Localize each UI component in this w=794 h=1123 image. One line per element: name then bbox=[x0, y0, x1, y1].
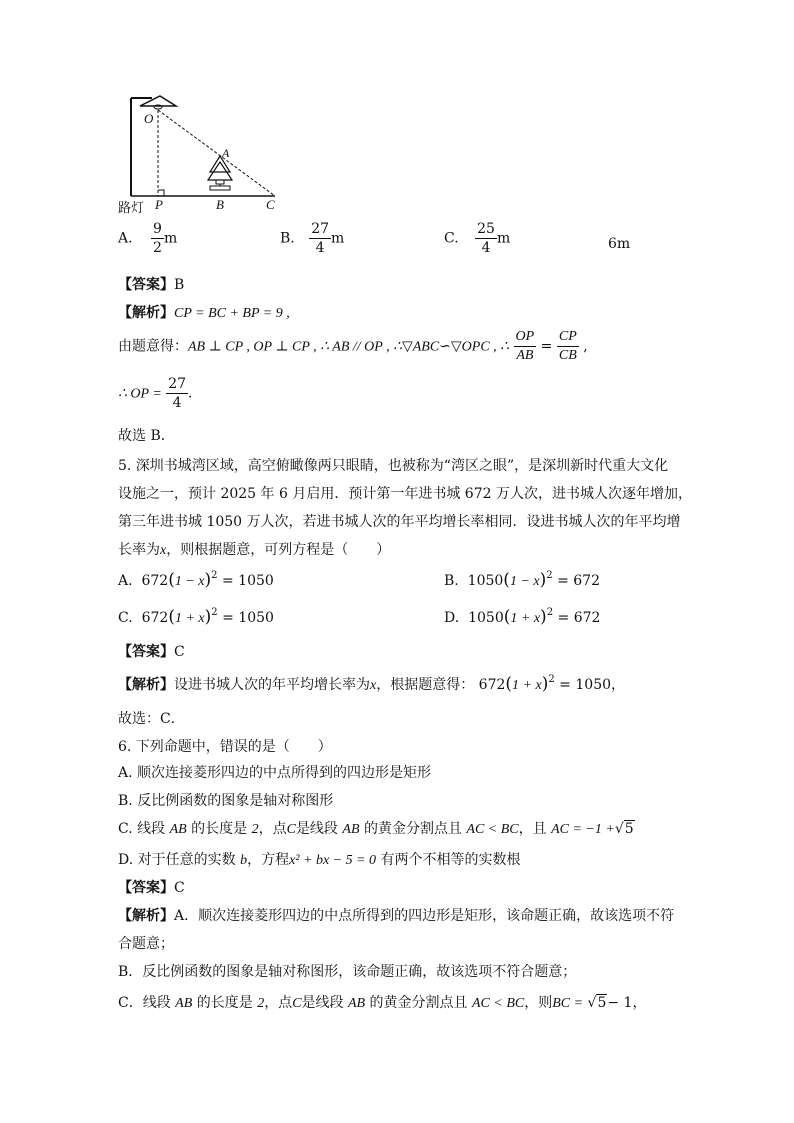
analysis-tag: 【解析】 bbox=[118, 305, 174, 321]
q5-stem-line2: 设施之一，预计 2025 年 6 月启用．预计第一年进书城 672 万人次，进书城人次逐年增加， bbox=[118, 486, 692, 502]
label-lamp: 路灯 bbox=[118, 201, 145, 216]
q4-conclusion: 故选 B． bbox=[118, 428, 175, 444]
option-text: ，方程 bbox=[247, 852, 290, 868]
math: AB bbox=[169, 822, 187, 837]
math: b bbox=[240, 853, 248, 868]
q5-option-c: C. $672(1 + x)^2 = 1050$ bbox=[118, 607, 274, 627]
analysis-text: 的长度是 bbox=[196, 995, 253, 1011]
frac-den: 4 bbox=[315, 240, 325, 256]
q6-option-c: C. 线段 AB 的长度是 2，点C是线段 AB 的黄金分割点且 AC < BC，且 AC = −1 +√5 bbox=[118, 821, 634, 837]
math: BC = bbox=[552, 996, 584, 1011]
option-text: 的长度是 bbox=[191, 821, 248, 837]
label-P: P bbox=[155, 197, 163, 212]
answer-tag: 【答案】 bbox=[118, 277, 174, 293]
frac-den: AB bbox=[516, 348, 534, 363]
math: AB bbox=[347, 996, 366, 1011]
q6-stem: 6. 下列命题中，错误的是（ ） bbox=[118, 739, 332, 755]
analysis-text: C．线段 bbox=[118, 995, 171, 1011]
math: 2 bbox=[257, 996, 265, 1011]
math: AC = −1 + bbox=[551, 822, 615, 837]
q5-stem-line1: 5. 深圳书城湾区域，高空俯瞰像两只眼睛，也被称为“湾区之眼”，是深圳新时代重大文化 bbox=[118, 458, 669, 474]
frac-den: 4 bbox=[172, 395, 182, 411]
q5-answer bbox=[118, 641, 185, 661]
analysis-math: CP = BC + BP = 9 , bbox=[174, 306, 290, 321]
stem-var: x bbox=[160, 543, 167, 558]
q4-analysis-line3: ∴ OP = $\frac{27}{4}$ ． bbox=[118, 376, 203, 411]
analysis-text: 由题意得： bbox=[118, 338, 188, 355]
option-text: ，且 bbox=[518, 821, 547, 837]
analysis-text: 是线段 bbox=[301, 995, 344, 1011]
math: C bbox=[286, 822, 296, 837]
analysis-text: ，点 bbox=[264, 995, 293, 1011]
q4-analysis-line2: 由题意得：AB ⊥ CP , OP ⊥ CP , ∴ AB // OP , ∴▽ABC∽▽OPC , ∴ $\frac{OP}{AB}$ = $\frac{CP}{CB}$ , bbox=[118, 329, 588, 363]
factor: 1 + x bbox=[510, 611, 541, 626]
coef: 672 bbox=[141, 573, 169, 589]
q6-option-a: A. 顺次连接菱形四边的中点所得到的四边形是矩形 bbox=[118, 765, 432, 781]
q4-option-b bbox=[280, 222, 344, 255]
option-letter: C. bbox=[118, 610, 133, 626]
option-text: 有两个不相等的实数根 bbox=[380, 852, 521, 868]
option-text: C. 线段 bbox=[118, 821, 166, 837]
label-A: A bbox=[222, 146, 230, 160]
frac-num: CP bbox=[557, 330, 579, 347]
stem-text: ，则根据题意，可列方程是（ ） bbox=[166, 542, 391, 558]
answer-tag: 【答案】 bbox=[118, 880, 174, 896]
math: 5 bbox=[624, 821, 634, 837]
frac-num: OP bbox=[514, 330, 537, 347]
q5-stem-line4 bbox=[118, 539, 390, 559]
q6-analysis-b: B．反比例函数的图象是轴对称图形，该命题正确，故该选项不符合题意； bbox=[118, 964, 577, 980]
option-text: 的黄金分割点且 bbox=[363, 821, 462, 837]
q6-analysis-c: C．线段 AB 的长度是 2，点C是线段 AB 的黄金分割点且 AC < BC，则BC = √5− 1， bbox=[118, 995, 647, 1011]
analysis-math: AB ⊥ CP , OP ⊥ CP , ∴ AB // OP , ∴▽ABC∽▽OPC , ∴ bbox=[188, 339, 510, 355]
answer-value: C bbox=[174, 644, 185, 660]
coef: 672 bbox=[478, 677, 506, 693]
analysis-math: ∴ OP = bbox=[118, 386, 162, 402]
analysis-tag: 【解析】 bbox=[118, 908, 174, 924]
analysis-text: − 1， bbox=[607, 995, 647, 1011]
q4-answer bbox=[118, 274, 184, 294]
q5-analysis: 【解析】设进书城人次的年平均增长率为x，根据题意得： $672(1 + x)^2 = 1050$， bbox=[118, 674, 626, 694]
option-text: 是线段 bbox=[295, 821, 338, 837]
q5-stem-line3: 第三年进书城 1050 万人次，若进书城人次的年平均增长率相同．设进书城人次的年平均增 bbox=[118, 514, 681, 530]
frac-den: CB bbox=[558, 348, 577, 363]
analysis-text: A．顺次连接菱形四边的中点所得到的四边形是矩形，该命题正确，故该选项不符 bbox=[174, 908, 675, 924]
frac-den: 4 bbox=[481, 240, 491, 256]
frac-den: 2 bbox=[153, 240, 162, 256]
answer-value: C bbox=[174, 880, 185, 896]
rhs: 1050 bbox=[575, 677, 612, 693]
math: AC < BC bbox=[466, 822, 519, 837]
q4-option-d bbox=[608, 236, 630, 252]
answer-tag: 【答案】 bbox=[118, 644, 174, 660]
option-letter: D. bbox=[444, 610, 460, 626]
analysis-var: x bbox=[370, 678, 377, 693]
q5-conclusion: 故选：C． bbox=[118, 711, 185, 727]
option-letter: C. bbox=[444, 230, 459, 247]
analysis-text: 的黄金分割点且 bbox=[369, 995, 468, 1011]
coef: 1050 bbox=[467, 573, 504, 589]
q6-analysis-a2: 合题意； bbox=[118, 936, 174, 952]
option-letter: B. bbox=[444, 573, 459, 589]
q4-analysis-line1 bbox=[118, 302, 290, 322]
factor: 1 − x bbox=[509, 574, 540, 589]
unit: m bbox=[496, 230, 511, 247]
q6-option-d bbox=[118, 849, 521, 869]
q4-option-a bbox=[118, 222, 177, 255]
q4-option-c bbox=[444, 222, 510, 255]
label-O: O bbox=[144, 111, 154, 126]
math: 2 bbox=[251, 822, 259, 837]
analysis-tag: 【解析】 bbox=[118, 677, 174, 693]
option-text: ，点 bbox=[258, 821, 287, 837]
frac-num: 27 bbox=[311, 221, 330, 237]
q5-option-a: A. $672(1 - x)^2 = 1050$ bbox=[118, 570, 274, 590]
option-letter: B. bbox=[280, 230, 295, 247]
math: AB bbox=[175, 996, 193, 1011]
factor: 1 − x bbox=[174, 574, 205, 589]
q6-analysis-a1 bbox=[118, 905, 674, 925]
math: 5 bbox=[597, 995, 607, 1011]
label-B: B bbox=[216, 197, 224, 212]
option-letter: A. bbox=[118, 230, 133, 247]
math: AC < BC bbox=[472, 996, 525, 1011]
factor: 1 + x bbox=[512, 678, 542, 693]
q6-answer bbox=[118, 877, 185, 897]
factor: 1 + x bbox=[174, 611, 205, 626]
answer-value: B bbox=[174, 277, 185, 293]
coef: 1050 bbox=[468, 610, 504, 626]
frac-num: 27 bbox=[168, 376, 187, 392]
analysis-text: ，根据题意得： bbox=[376, 677, 475, 693]
math: C bbox=[292, 996, 302, 1011]
label-C: C bbox=[266, 197, 275, 212]
q5-option-b: B. $1050(1 - x)^2 = 672$ bbox=[444, 570, 600, 590]
coef: 672 bbox=[141, 610, 169, 626]
analysis-text: ，则 bbox=[524, 995, 553, 1011]
math: x² + bx − 5 = 0 bbox=[289, 853, 377, 868]
math: AB bbox=[342, 822, 360, 837]
option-letter: A. bbox=[118, 573, 133, 589]
frac-num: 9 bbox=[153, 221, 162, 237]
unit: m bbox=[163, 230, 178, 247]
option-text: 6m bbox=[608, 236, 631, 252]
rhs: 672 bbox=[573, 573, 600, 589]
frac-num: 25 bbox=[477, 221, 495, 237]
analysis-text: 设进书城人次的年平均增长率为 bbox=[174, 677, 370, 693]
rhs: 672 bbox=[573, 610, 601, 626]
q5-option-d: D. $1050(1 + x)^2 = 672$ bbox=[444, 607, 601, 627]
rhs: 1050 bbox=[238, 610, 274, 626]
stem-text: 长率为 bbox=[118, 542, 160, 558]
option-text: D. 对于任意的实数 bbox=[118, 852, 236, 868]
q6-option-b: B. 反比例函数的图象是轴对称图形 bbox=[118, 793, 334, 809]
rhs: 1050 bbox=[238, 573, 274, 589]
unit: m bbox=[331, 230, 345, 247]
